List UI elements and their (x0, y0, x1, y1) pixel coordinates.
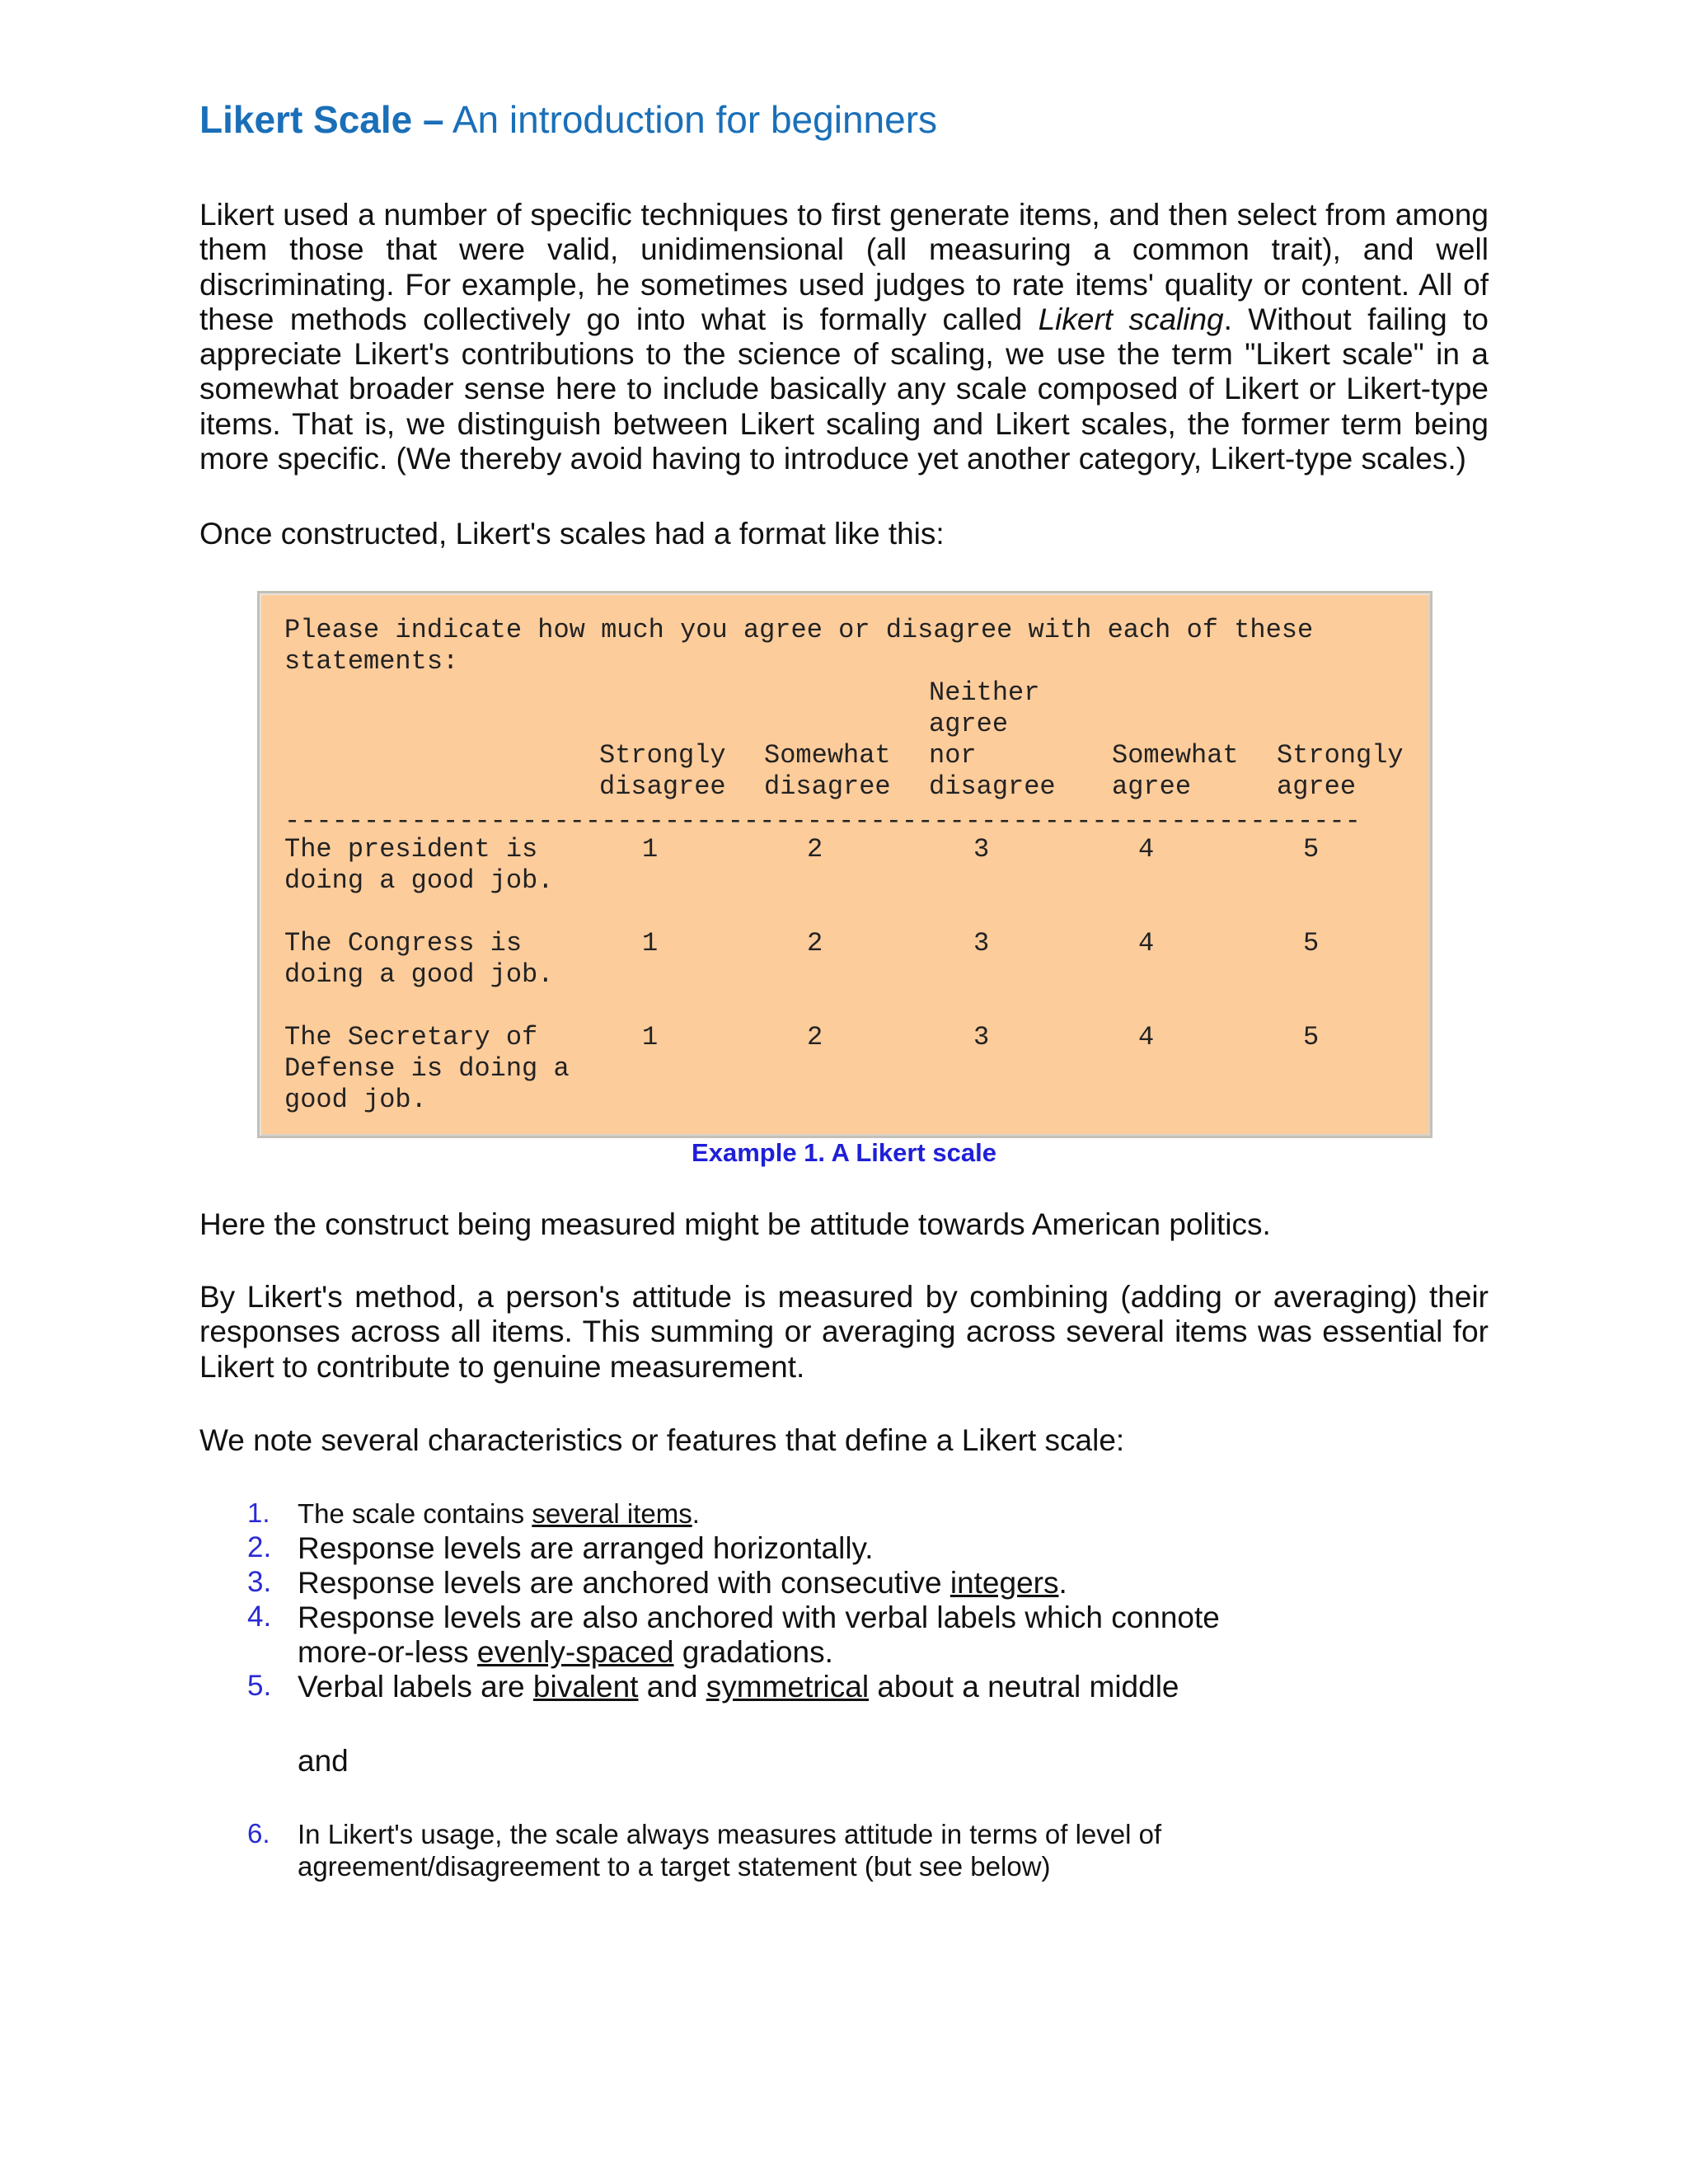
link-several-items[interactable]: several items (532, 1498, 692, 1529)
list-item-2: Response levels are arranged horizontally. (298, 1531, 874, 1565)
list-number-2: 2. (247, 1531, 272, 1563)
prompt-line-2: statements: (284, 646, 459, 677)
header-somewhat-disagree: Somewhat disagree (764, 740, 891, 802)
list-number-4: 4. (247, 1601, 272, 1633)
title-rest: An introduction for beginners (452, 98, 938, 141)
list-item-4: Response levels are also anchored with verbal labels which connote more-or-less evenly-spaced gradations. (298, 1601, 1220, 1669)
row1-value-4: 4 (1138, 834, 1155, 865)
title-bold: Likert Scale – (199, 98, 444, 141)
likert-example-box (257, 591, 1432, 1138)
row3-value-3: 3 (973, 1022, 990, 1052)
list-item-5: Verbal labels are bivalent and symmetrical about a neutral middle (298, 1670, 1179, 1704)
row1-value-5: 5 (1303, 834, 1320, 865)
header-strongly-disagree: Strongly disagree (599, 740, 726, 802)
header-neither: Neither agree nor disagree (929, 677, 1056, 802)
row3-value-1: 1 (642, 1022, 659, 1052)
row2-value-2: 2 (807, 928, 823, 958)
row3-value-5: 5 (1303, 1022, 1320, 1052)
example-caption: Example 1. A Likert scale (692, 1138, 996, 1167)
features-intro-paragraph: We note several characteristics or features that define a Likert scale: (199, 1423, 1125, 1457)
list-number-1: 1. (247, 1497, 270, 1528)
row2-value-5: 5 (1303, 928, 1320, 958)
and-connector: and (298, 1744, 349, 1778)
link-symmetrical[interactable]: symmetrical (706, 1670, 870, 1704)
header-divider: -------------------------------------------------------------------- (284, 806, 1361, 837)
list-number-3: 3. (247, 1566, 272, 1598)
list-number-6: 6. (247, 1818, 270, 1849)
list-item-6: In Likert's usage, the scale always measures attitude in terms of level of agreement/disagreement to a target statement (but see below) (298, 1819, 1162, 1882)
statement-2: The Congress is doing a good job. (284, 928, 554, 990)
statement-1: The president is doing a good job. (284, 834, 554, 896)
link-bivalent[interactable]: bivalent (532, 1670, 639, 1704)
intro-text-a: Likert used a number of specific techniques to first generate items, and then select from among them those that were valid, unidimensional (all measuring a common trait), and well discriminating. For example, he sometimes used judges to rate items' quality or content. All of these methods collectively go into what is formally called (199, 198, 1489, 336)
list-item-1: The scale contains several items. (298, 1498, 700, 1529)
header-somewhat-agree: Somewhat agree (1112, 740, 1239, 802)
row2-value-3: 3 (973, 928, 990, 958)
row1-value-2: 2 (807, 834, 823, 865)
page-title (199, 97, 937, 142)
row3-value-2: 2 (807, 1022, 823, 1052)
intro-emphasis: Likert scaling (1038, 302, 1224, 336)
link-evenly-spaced[interactable]: evenly-spaced (476, 1635, 674, 1669)
row2-value-4: 4 (1138, 928, 1155, 958)
prompt-line-1: Please indicate how much you agree or disagree with each of these (284, 615, 1314, 645)
intro-paragraph (199, 198, 1489, 476)
format-intro-paragraph: Once constructed, Likert's scales had a format like this: (199, 517, 945, 551)
row1-value-3: 3 (973, 834, 990, 865)
statement-3: The Secretary of Defense is doing a good job. (284, 1022, 570, 1115)
construct-paragraph: Here the construct being measured might be attitude towards American politics. (199, 1207, 1271, 1241)
intro-text-b: . Without failing to appreciate Likert's contributions to the science of scaling, we use the term "Likert scale" in a somewhat broader sense here to include basically any scale composed of Likert or Likert-type items. That is, we distinguish between Likert scaling and Likert scales, the former term being more specific. (We thereby avoid having to introduce yet another category, Likert-type scales.) (199, 302, 1489, 476)
link-integers[interactable]: integers (950, 1566, 1059, 1600)
row1-value-1: 1 (642, 834, 659, 865)
list-number-5: 5. (247, 1670, 272, 1702)
method-paragraph: By Likert's method, a person's attitude is measured by combining (adding or averaging) their responses across all items. This summing or averaging across several items was essential for Likert to contribute to genuine measurement. (199, 1280, 1489, 1384)
row3-value-4: 4 (1138, 1022, 1155, 1052)
header-strongly-agree: Strongly agree (1277, 740, 1404, 802)
list-item-3: Response levels are anchored with consecutive integers. (298, 1566, 1067, 1600)
row2-value-1: 1 (642, 928, 659, 958)
